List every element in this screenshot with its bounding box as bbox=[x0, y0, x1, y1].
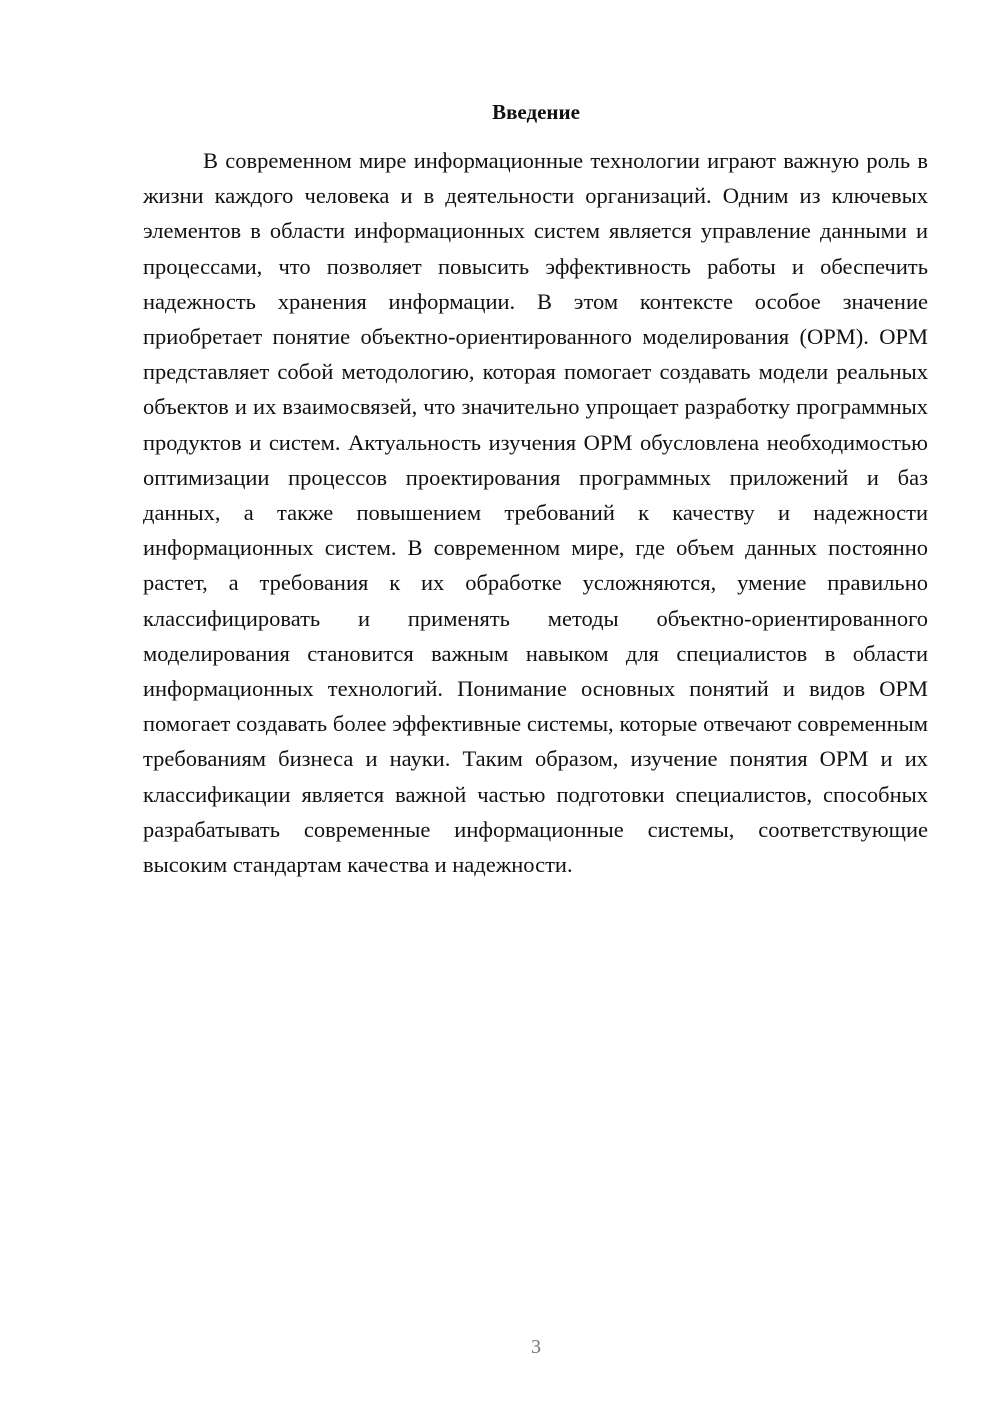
section-heading: Введение bbox=[492, 100, 580, 124]
page-number: 3 bbox=[531, 1336, 541, 1358]
body-paragraph: В современном мире информационные технологии играют важную роль в жизни каждого человека и в деятельности организаций. Одним из ключевых элементов в области информационных систем является управление данными и процессами, что позволяет повысить эффективность работы и обеспечить надежность хранения информации. В этом контексте особое значение приобретает понятие объектно-ориентированного моделирования (ОРМ). ОРМ представляет собой методологию, которая помогает создавать модели реальных объектов и их взаимосвязей, что значительно упрощает разработку программных продуктов и систем. Актуальность изучения ОРМ обусловлена необходимостью оптимизации процессов проектирования программных приложений и баз данных, а также повышением требований к качеству и надежности информационных систем. В современном мире, где объем данных постоянно растет, а требования к их обработке усложняются, умение правильно классифицировать и применять методы объектно-ориентированного моделирования становится важным навыком для специалистов в области информационных технологий. Понимание основных понятий и видов ОРМ помогает создавать более эффективные системы, которые отвечают современным требованиям бизнеса и науки. Таким образом, изучение понятия ОРМ и их классификации является важной частью подготовки специалистов, способных разрабатывать современные информационные системы, соответствующие высоким стандартам качества и надежности. bbox=[143, 148, 928, 878]
